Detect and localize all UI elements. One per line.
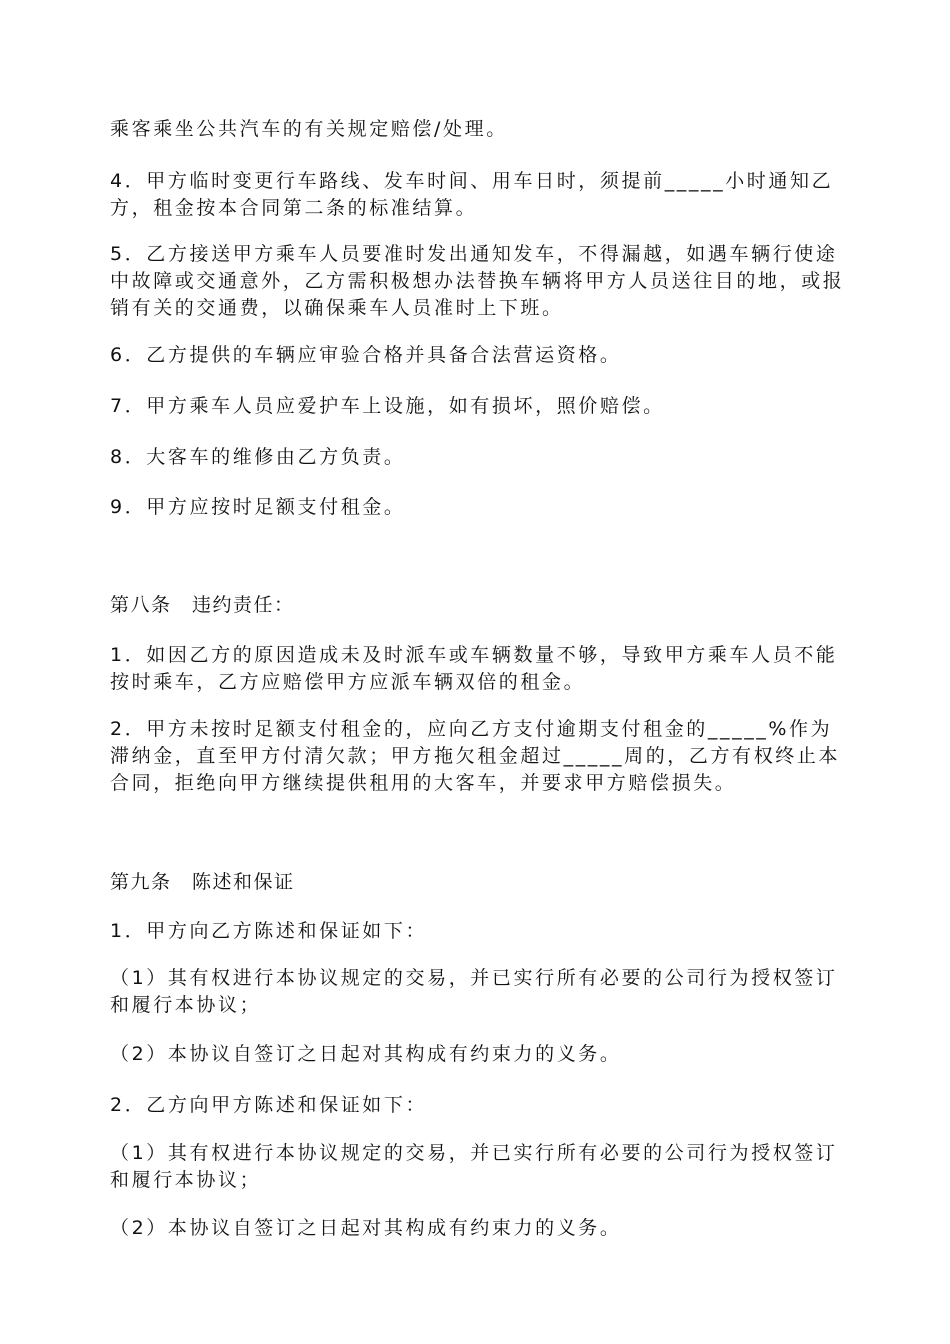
clause-9-item-1-sub-1: （1）其有权进行本协议规定的交易，并已实行所有必要的公司行为授权签订和履行本协议；	[110, 967, 838, 1016]
clause-7-item-8: 8．大客车的维修由乙方负责。	[110, 446, 406, 468]
clause-9-item-1: 1．甲方向乙方陈述和保证如下：	[110, 920, 428, 942]
clause-9-item-1-sub-2: （2）本协议自签订之日起对其构成有约束力的义务。	[110, 1043, 622, 1065]
clause-7-item-5: 5．乙方接送甲方乘车人员要准时发出通知发车，不得漏越，如遇车辆行使途中故障或交通意外，乙方需积极想办法替换车辆将甲方人员送往目的地，或报销有关的交通费，以确保乘车人员准时上下班。	[110, 243, 845, 319]
clause-9-item-2-sub-1: （1）其有权进行本协议规定的交易，并已实行所有必要的公司行为授权签订和履行本协议；	[110, 1142, 838, 1191]
clause-8-item-2: 2．甲方未按时足额支付租金的，应向乙方支付逾期支付租金的_____%作为滞纳金，直至甲方付清欠款；甲方拖欠租金超过_____周的，乙方有权终止本合同，拒绝向甲方继续提供租用的大客车，并要求甲方赔偿损失。	[110, 718, 841, 794]
clause-9-item-2: 2．乙方向甲方陈述和保证如下：	[110, 1094, 428, 1116]
clause-8-item-1: 1．如因乙方的原因造成未及时派车或车辆数量不够，导致甲方乘车人员不能按时乘车，乙方应赔偿甲方应派车辆双倍的租金。	[110, 644, 838, 693]
clause-9-item-2-sub-2: （2）本协议自签订之日起对其构成有约束力的义务。	[110, 1217, 622, 1239]
section-heading-article-8: 第八条 违约责任：	[110, 594, 295, 616]
paragraph-continuation: 乘客乘坐公共汽车的有关规定赔偿/处理。	[110, 118, 508, 140]
clause-7-item-9: 9．甲方应按时足额支付租金。	[110, 496, 406, 518]
section-heading-article-9: 第九条 陈述和保证	[110, 871, 295, 893]
clause-7-item-6: 6．乙方提供的车辆应审验合格并具备合法营运资格。	[110, 344, 622, 366]
clause-7-item-4: 4．甲方临时变更行车路线、发车时间、用车日时，须提前_____小时通知乙方，租金按本合同第二条的标准结算。	[110, 170, 834, 219]
clause-7-item-7: 7．甲方乘车人员应爱护车上设施，如有损坏，照价赔偿。	[110, 395, 665, 417]
